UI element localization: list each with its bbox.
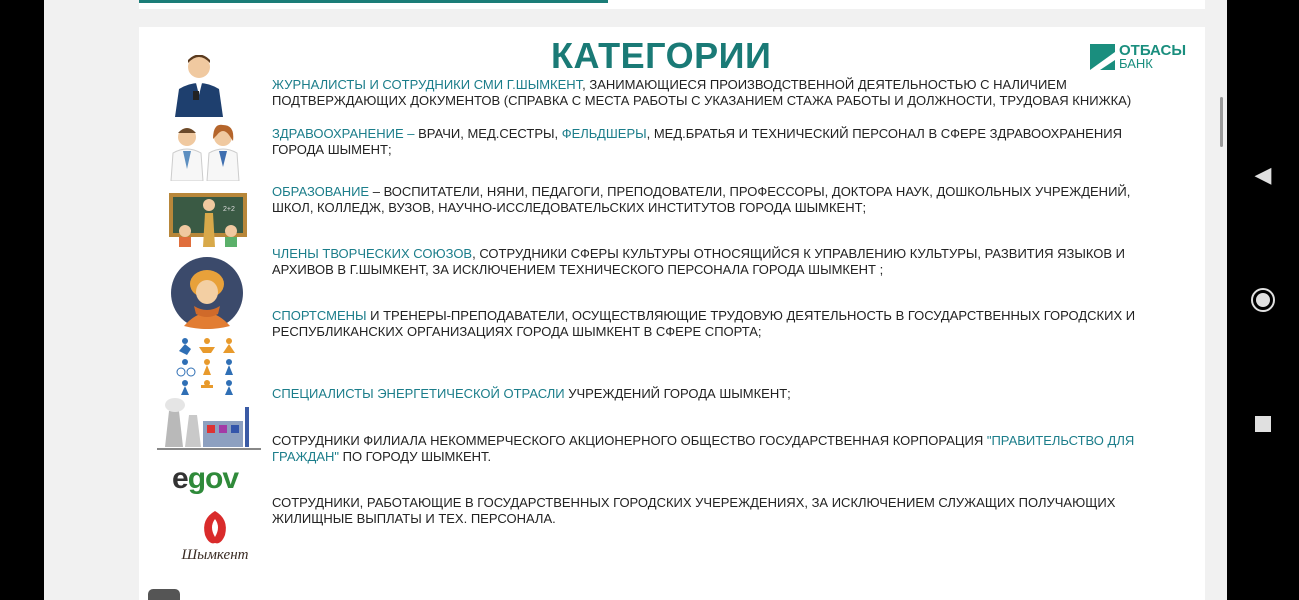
category-row-sports	[272, 308, 1152, 340]
category-row-healthcare	[272, 126, 1152, 158]
slide-categories	[139, 27, 1205, 600]
category-row-culture	[272, 246, 1152, 278]
otbasy-bank-logo	[1090, 44, 1186, 70]
egov-e: e	[172, 462, 188, 495]
slide-overlay-button[interactable]	[148, 589, 180, 600]
power-plant-icon	[157, 391, 261, 451]
doctors-icon	[167, 123, 243, 181]
egov-logo	[172, 464, 238, 494]
shymkent-logo	[179, 509, 251, 563]
category-highlight-2: ФЕЛЬДШЕРЫ	[561, 126, 647, 141]
android-nav-bar	[1227, 0, 1299, 600]
category-highlight: ЧЛЕНЫ ТВОРЧЕСКИХ СОЮЗОВ	[272, 246, 473, 261]
home-button[interactable]	[1227, 276, 1299, 324]
scrollbar-thumb[interactable]	[1220, 97, 1223, 147]
category-text: УЧРЕЖДЕНИЙ ГОРОДА ШЫМКЕНТ;	[564, 386, 791, 401]
category-highlight: ЗДРАВООХРАНЕНИЕ –	[272, 126, 415, 141]
sports-icon	[173, 335, 241, 395]
back-button[interactable]	[1227, 151, 1299, 199]
shymkent-caption: Шымкент	[181, 547, 249, 563]
category-text: СОТРУДНИКИ, РАБОТАЮЩИЕ В ГОСУДАРСТВЕННЫХ ГОРОДСКИХ УЧЕРЕЖДЕНИЯХ, ЗА ИСКЛЮЧЕНИЕМ СЛУЖАЩИХ ПОЛУЧАЮЩИХ ЖИЛИЩНЫЕ ВЫПЛАТЫ И ТЕХ. ПЕРСОНАЛА.	[272, 495, 1116, 526]
category-row-energy	[272, 386, 1152, 402]
category-text: , ЗАНИМАЮЩИЕСЯ ПРОИЗВОДСТВЕННОЙ ДЕЯТЕЛЬНОСТЬЮ С НАЛИЧИЕМ ПОДТВЕРЖДАЮЩИХ ДОКУМЕНТОВ (СПРАВКА С МЕСТА РАБОТЫ С УКАЗАНИЕМ СТАЖА РАБОТЫ И ДОЛЖНОСТИ, ТРУДОВАЯ КНИЖКА)	[272, 77, 1132, 108]
category-text: СОТРУДНИКИ ФИЛИАЛА НЕКОММЕРЧЕСКОГО АКЦИОНЕРНОГО ОБЩЕСТВО ГОСУДАРСТВЕННАЯ КОРПОРАЦИЯ	[272, 433, 987, 448]
document-viewer[interactable]	[44, 0, 1227, 600]
journalist-icon	[169, 55, 229, 117]
previous-slide	[139, 0, 1205, 9]
logo-line2: БАНК	[1119, 56, 1153, 71]
recents-button[interactable]	[1227, 400, 1299, 448]
category-text: ПО ГОРОДУ ШЫМКЕНТ.	[339, 449, 492, 464]
slide-title: КАТЕГОРИИ	[551, 35, 772, 76]
category-highlight: ЖУРНАЛИСТЫ И СОТРУДНИКИ СМИ Г.ШЫМКЕНТ	[272, 77, 583, 92]
category-text: ВРАЧИ, МЕД.СЕСТРЫ,	[414, 126, 562, 141]
recents-icon	[1254, 415, 1272, 433]
culture-icon	[170, 256, 244, 330]
category-highlight: СПЕЦИАЛИСТЫ ЭНЕРГЕТИЧЕСКОЙ ОТРАСЛИ	[272, 386, 565, 401]
category-text: И ТРЕНЕРЫ-ПРЕПОДАВАТЕЛИ, ОСУЩЕСТВЛЯЮЩИЕ ТРУДОВУЮ ДЕЯТЕЛЬНОСТЬ В ГОСУДАРСТВЕННЫХ ГОРОДСКИХ И РЕСПУБЛИКАНСКИХ ОРГАНИЗАЦИЯХ ГОРОДА ШЫМКЕНТ В СФЕРЕ СПОРТА;	[272, 308, 1136, 339]
egov-gov: gov	[187, 462, 239, 495]
category-row-journalists	[272, 77, 1152, 109]
category-highlight: ОБРАЗОВАНИЕ	[272, 184, 370, 199]
otbasy-logo-icon	[1090, 44, 1115, 70]
category-text: , СОТРУДНИКИ СФЕРЫ КУЛЬТУРЫ ОТНОСЯЩИЙСЯ К УПРАВЛЕНИЮ КУЛЬТУРЫ, РАЗВИТИЯ ЯЗЫКОВ И АРХИВОВ В Г.ШЫМКЕНТ, ЗА ИСКЛЮЧЕНИЕМ ТЕХНИЧЕСКОГО ПЕРСОНАЛА ГОРОДА ШЫМКЕНТ ;	[272, 246, 1125, 277]
category-text: , МЕД.БРАТЬЯ И ТЕХНИЧЕСКИЙ ПЕРСОНАЛ В СФЕРЕ ЗДРАВООХРАНЕНИЯ ГОРОДА ШЫМЕНТ;	[272, 126, 1122, 157]
category-row-gov-corp	[272, 433, 1152, 465]
svg-text:2+2: 2+2	[223, 206, 235, 213]
previous-slide-accent-bar	[139, 0, 608, 3]
education-icon	[169, 187, 247, 247]
category-text: – ВОСПИТАТЕЛИ, НЯНИ, ПЕДАГОГИ, ПРЕПОДОВАТЕЛИ, ПРОФЕССОРЫ, ДОКТОРА НАУК, ДОШКОЛЬНЫХ УЧРЕЖДЕНИЙ, ШКОЛ, КОЛЛЕДЖ, ВУЗОВ, НАУЧНО-ИССЛЕДОВАТЕЛЬСКИХ ИНСТИТУТОВ ГОРОДА ШЫМКЕНТ;	[272, 184, 1131, 215]
logo-line1: ОТБАСЫ	[1119, 42, 1187, 59]
shymkent-emblem-icon	[195, 509, 235, 545]
category-highlight: СПОРТСМЕНЫ	[272, 308, 367, 323]
home-icon	[1249, 286, 1277, 314]
category-highlight: "ПРАВИТЕЛЬСТВО ДЛЯ ГРАЖДАН"	[272, 433, 1135, 464]
category-row-city-employees	[272, 495, 1152, 527]
back-icon: ◀	[1254, 162, 1272, 187]
category-row-education	[272, 184, 1152, 216]
